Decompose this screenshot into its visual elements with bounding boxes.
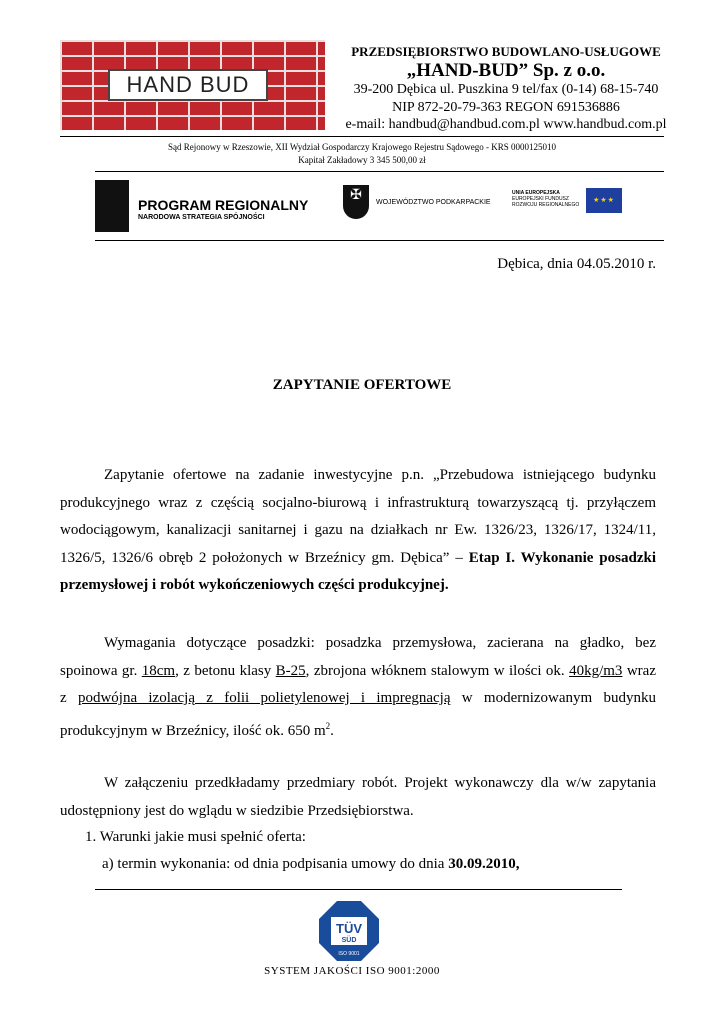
program-subtitle: NARODOWA STRATEGIA SPÓJNOŚCI — [138, 214, 265, 221]
tuv-iso: ISO 9001 — [338, 951, 360, 957]
document-title: ZAPYTANIE OFERTOWE — [272, 377, 452, 393]
voivodeship-label: WOJEWÓDZTWO PODKARPACKIE — [376, 199, 491, 206]
company-line1: PRZEDSIĘBIORSTWO BUDOWLANO-USŁUGOWE — [351, 44, 661, 59]
eu-fund-label: UNIA EUROPEJSKA EUROPEJSKI FUNDUSZ ROZWOJU REGIONALNEGO — [512, 190, 580, 208]
paragraph-requirements: Wymagania dotyczące posadzki: posadzka przemysłowa, zacierana na gładko, bez spoinowa gr. 18cm, z betonu klasy B-25, zbrojona włóknem stalowym w ilości ok. 40kg/m3 wraz z podwójna izolacją z folii polietylenowej i impregnacją w modernizowanym budynku produkcyjnym w Brzeźnicy, ilość ok. 650 $m^2$. — [60, 635, 656, 739]
list-item: a) termin wykonania: od dnia podpisania umowy do dnia 30.09.2010, — [102, 856, 520, 872]
program-title: PROGRAM REGIONALNY — [138, 197, 309, 213]
divider — [95, 240, 664, 241]
capital-info: Kapitał Zakładowy 3 345 500,00 zł — [298, 155, 426, 165]
footer-quality: SYSTEM JAKOŚCI ISO 9001:2000 — [264, 965, 440, 977]
divider — [95, 171, 664, 172]
tuv-text: TÜV — [336, 921, 362, 936]
divider — [95, 889, 622, 890]
company-logo — [60, 40, 325, 130]
tuv-logo-icon — [317, 899, 381, 963]
court-info: Sąd Rejonowy w Rzeszowie, XII Wydział Gospodarczy Krajowego Rejestru Sądowego - KRS 0000125010 — [168, 142, 556, 152]
divider — [60, 136, 664, 137]
logo-text: HAND BUD — [108, 69, 268, 101]
list-item: 1. Warunki jakie musi spełnić oferta: — [85, 829, 306, 845]
eu-flag-icon: ★★★ — [586, 188, 622, 213]
company-ids: NIP 872-20-79-363 REGON 691536886 — [392, 100, 620, 115]
company-name: „HAND-BUD” Sp. z o.o. — [406, 60, 606, 81]
paragraph-attachments: W załączeniu przedkładamy przedmiary robót. Projekt wykonawczy dla w/w zapytania udostępniony jest do wglądu w siedzibie Przedsiębiorstwa. — [60, 775, 656, 819]
tuv-sub: SÜD — [341, 937, 357, 944]
program-logo-icon — [95, 180, 129, 232]
document-date: Dębica, dnia 04.05.2010 r. — [497, 256, 656, 272]
company-address: 39-200 Dębica ul. Puszkina 9 tel/fax (0-14) 68-15-740 — [353, 82, 659, 97]
voivodeship-crest-icon: ✠ — [343, 185, 369, 219]
paragraph-intro: Zapytanie ofertowe na zadanie inwestycyjne p.n. „Przebudowa istniejącego budynku produkcyjnego wraz z częścią socjalno-biurową i infrastrukturą towarzyszącą tj. przyłączem wodociągowym, kanalizacji sanitarnej i gazu na działkach nr Ew. 1326/23, 1326/17, 1324/11, 1326/5, 1326/6 obręb 2 położonych w Brzeźnicy gm. Dębica” – Etap I. Wykonanie posadzki przemysłowej i robót wykończeniowych części produkcyjnej. — [60, 467, 656, 593]
company-contact: e-mail: handbud@handbud.com.pl www.handbud.com.pl — [345, 117, 667, 132]
registration-info — [60, 141, 664, 167]
